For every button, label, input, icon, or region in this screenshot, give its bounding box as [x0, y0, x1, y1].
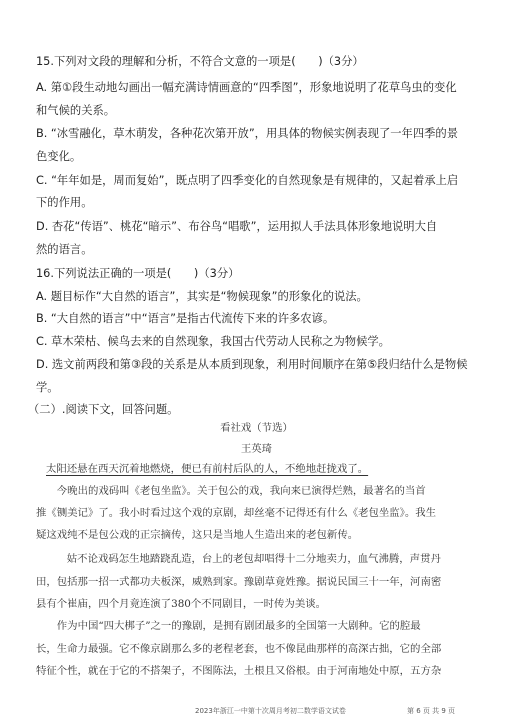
q15-option-c-line2: 下的作用。 — [36, 196, 93, 209]
footer-exam-title: 2023年浙江一中第十次周月考初二数学语文试卷 — [195, 707, 346, 715]
underlined-sentence: 太阳还悬在西天沉着地燃烧，便已有前村后队的人，不绝地赶拢戏了。 — [46, 463, 369, 475]
q16-option-a: A. 题目标作“大自然的语言”，其实是“物候现象”的形象化的说法。 — [36, 290, 368, 303]
article-paragraph-4-line2: 长，生命力最强。它不像京剧那么多的老程老套，也不像昆曲那样的高深古拙，它的全部 — [36, 643, 442, 655]
article-paragraph-2-line1: 今晚出的戏码叫《老包坐监》。关于包公的戏，我向来已演得烂熟，最著名的当首 — [56, 485, 426, 497]
q15-stem: 15.下列对文段的理解和分析，不符合文意的一项是( )（3分） — [36, 55, 364, 68]
footer-page-number: 第 6 页 共 9 页 — [407, 707, 456, 715]
q15-option-a-line2: 和气候的关系。 — [36, 104, 116, 117]
q15-option-b-line1: B. “冰雪融化，草木萌发，各种花次第开放”，用具体的物候实例表现了一年四季的景 — [36, 127, 459, 140]
q16-option-c: C. 草木荣枯、候鸟去来的自然现象，我国古代劳动人民称之为物候学。 — [36, 335, 390, 348]
q16-option-d-line1: D. 选文前两段和第③段的关系是从本质到现象，利用时间顺序在第⑤段归结什么是物候 — [36, 358, 468, 371]
q16-option-d-line2: 学。 — [36, 381, 59, 394]
article-paragraph-3-line1: 姑不论戏码怎生地踏跷乱造，台上的老包却唱得十二分地卖力，血气沸腾，声贯丹 — [66, 553, 441, 565]
article-paragraph-1 — [46, 461, 487, 477]
article-paragraph-4-line3: 特征个性，就在于它的不搭架子，不图陈法，土根且又俗根。由于河南地处中原，五方杂 — [36, 665, 442, 677]
q15-option-d-line2: 然的语言。 — [36, 243, 93, 256]
article-paragraph-4-line1: 作为中国“四大梆子”之一的豫剧，是拥有剧团最多的全国第一大剧种。它的腔最 — [56, 620, 421, 632]
article-paragraph-2-line2: 推《铡美记》了。我小时看过这个戏的京剧，却丝毫不记得还有什么《老包坐监》。我生 — [36, 507, 437, 519]
article-paragraph-2-line3: 疑这戏纯不是包公戏的正宗摘传，这只是当地人生造出来的老包新传。 — [36, 529, 359, 541]
q15-option-b-line2: 色变化。 — [36, 150, 82, 163]
q16-option-b: B. “大自然的语言”中“语言”是指古代流传下来的许多农谚。 — [36, 312, 335, 325]
article-author: 王英琦 — [240, 443, 273, 455]
article-title: 看社戏（节选） — [220, 422, 293, 434]
article-paragraph-3-line3: 县有个崔庙，四个月竟连演了380个不同剧目，一时传为美谈。 — [36, 598, 326, 610]
article-paragraph-3-line2: 田，包括那一招一式都功夫板深，威熟到家。豫剧草竟姓豫。据说民国三十一年，河南密 — [36, 576, 442, 588]
q15-option-c-line1: C. “年年如是，周而复始”，既点明了四季变化的自然现象是有规律的，又起着承上启 — [36, 174, 459, 187]
q15-option-d-line1: D. 杏花“传语”、桃花“暗示”、布谷鸟“唱歌”，运用拟人手法具体形象地说明大自 — [36, 220, 438, 233]
q15-option-a-line1: A. 第①段生动地勾画出一幅充满诗情画意的“四季图”，形象地说明了花草鸟虫的变化 — [36, 81, 457, 94]
section-heading: （二）.阅读下文，回答问题。 — [28, 403, 179, 416]
q16-stem: 16.下列说法正确的一项是( )（3分） — [36, 267, 240, 280]
